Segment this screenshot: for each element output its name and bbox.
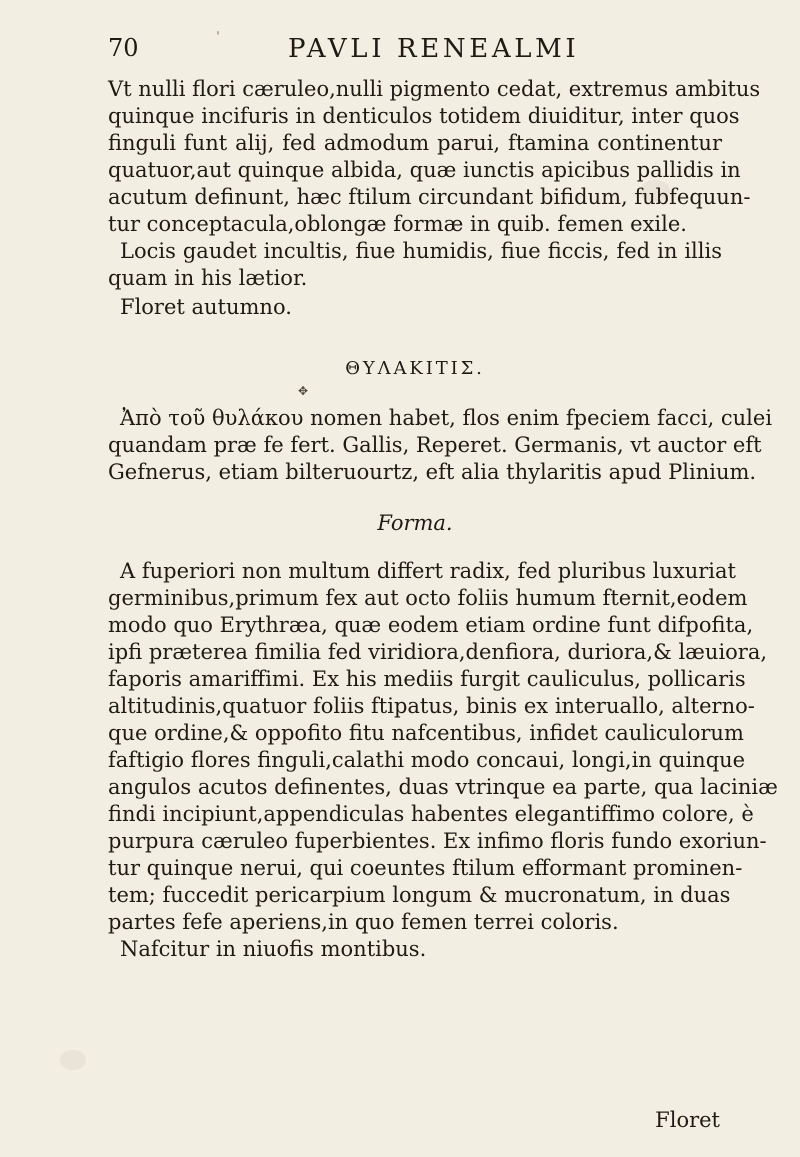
text-line: quam in his lætior. (108, 266, 308, 290)
text-line: que ordine,& oppofito fitu nafcentibus, infidet cauliculorum (108, 721, 744, 745)
text-line: ipfi præterea fimilia fed viridiora,denfiora, duriora,& læuiora, (108, 640, 768, 664)
page-stain (60, 1050, 86, 1070)
text-line: A fuperiori non multum differt radix, fed pluribus luxuriat (120, 559, 736, 583)
text-line: angulos acutos definentes, duas vtrinque ea parte, qua laciniæ (108, 775, 778, 799)
text-line: partes fefe aperiens,in quo femen terrei coloris. (108, 910, 619, 934)
text-line: faftigio flores finguli,calathi modo concaui, longi,in quinque (108, 748, 746, 772)
text-line: Locis gaudet incultis, fiue humidis, fiue ficcis, fed in illis (120, 239, 722, 263)
text-line: faporis amariffimi. Ex his mediis furgit cauliculus, pollicaris (108, 667, 746, 691)
text-line: findi incipiunt,appendiculas habentes elegantiffimo colore, è (108, 802, 754, 826)
printer-mark-icon: ˈ (216, 30, 224, 46)
text-line: quandam præ fe fert. Gallis, Reperet. Germanis, vt auctor eft (108, 433, 762, 457)
text-line: Gefnerus, etiam bilteruourtz, eft alia thylaritis apud Plinium. (108, 460, 757, 484)
text-line: Vt nulli flori cæruleo,nulli pigmento cedat, extremus ambitus (108, 77, 761, 101)
catchword: Floret (655, 1108, 720, 1132)
text-line: tur conceptacula,oblongæ formæ in quib. femen exile. (108, 212, 687, 236)
section-title-greek: ΘΥΛΑΚΙΤΙΣ. (345, 358, 485, 379)
text-line: modo quo Erythræa, quæ eodem etiam ordine funt difpofita, (108, 613, 754, 637)
text-line: finguli funt alij, fed admodum parui, ftamina continentur (108, 131, 722, 155)
text-line: acutum definunt, hæc ftilum circundant bifidum, fubfequun- (108, 185, 751, 209)
page-number: 70 (108, 34, 139, 62)
text-line: tem; fuccedit pericarpium longum & mucronatum, in duas (108, 883, 731, 907)
text-line: quatuor,aut quinque albida, quæ iunctis apicibus pallidis in (108, 158, 741, 182)
text-line: altitudinis,quatuor foliis ftipatus, binis ex interuallo, alterno- (108, 694, 755, 718)
text-line: Ἀπὸ τοῦ θυλάκου nomen habet, flos enim fpeciem facci, culei (120, 406, 773, 430)
text-line: quinque incifuris in denticulos totidem diuiditur, inter quos (108, 104, 740, 128)
section-heading: Forma. (377, 511, 453, 535)
page-header (108, 30, 708, 74)
text-line: Nafcitur in niuofis montibus. (120, 937, 427, 961)
text-line: tur quinque nerui, qui coeuntes ftilum efformant prominen- (108, 856, 743, 880)
text-line: Floret autumno. (120, 295, 292, 319)
running-head: PAVLI RENEALMI (288, 34, 580, 64)
text-line: germinibus,primum fex aut octo foliis humum fternit,eodem (108, 586, 748, 610)
ornament-icon: ✥ (298, 384, 309, 398)
text-line: purpura cæruleo fuperbientes. Ex infimo floris fundo exoriun- (108, 829, 767, 853)
